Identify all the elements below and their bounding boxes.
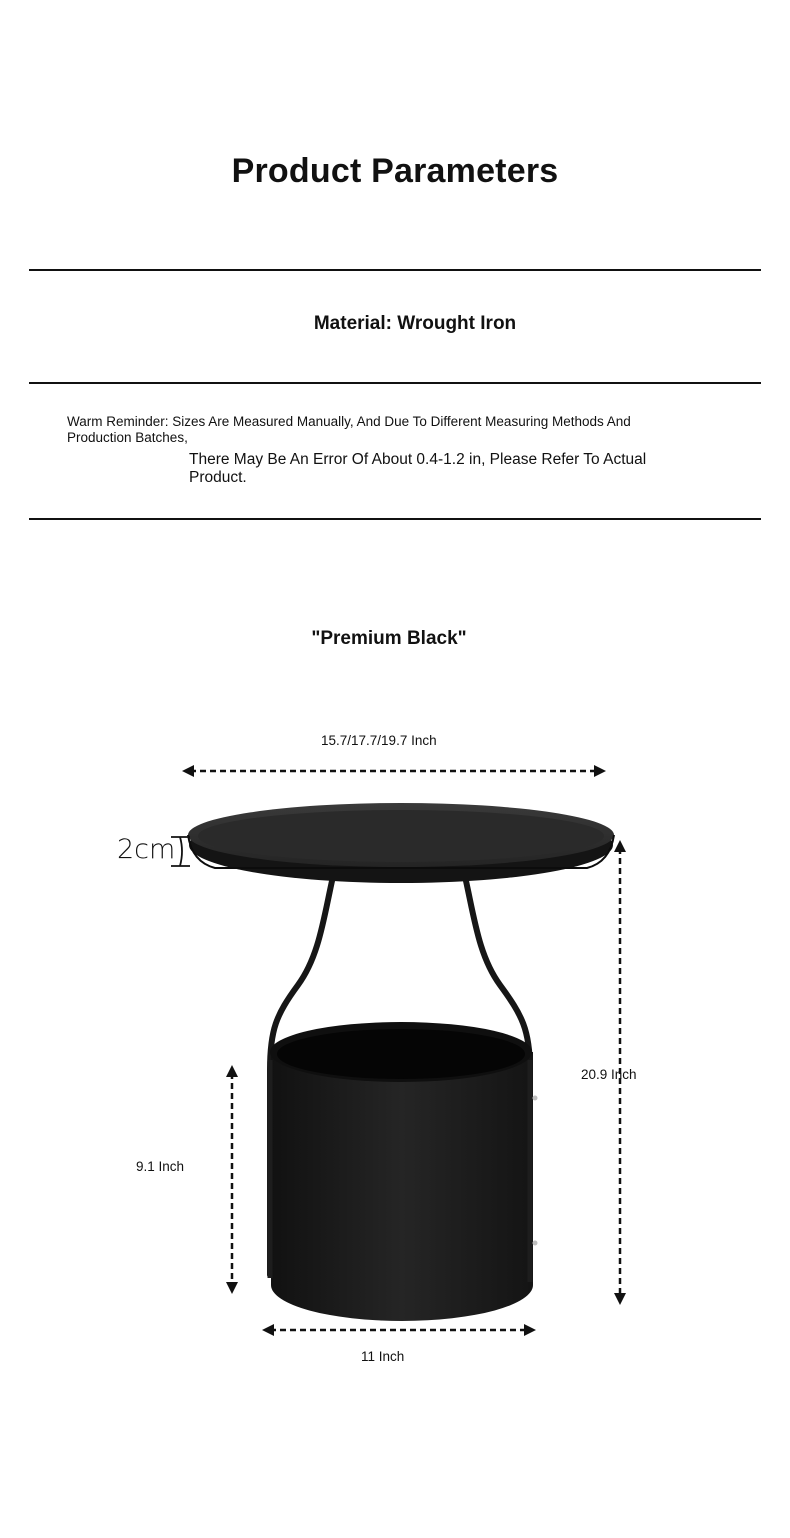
tray-diameter-label: 15.7/17.7/19.7 Inch [321, 733, 437, 748]
side-table-tray [188, 803, 614, 883]
color-variant-name: "Premium Black" [311, 628, 467, 649]
basket-diameter-label: 11 Inch [361, 1349, 405, 1364]
warm-reminder-line-2: There May Be An Error Of About 0.4-1.2 in, Please Refer To Actual Product. [189, 451, 647, 486]
basket-height-label: 9.1 Inch [136, 1159, 185, 1174]
rim-height-label: 2cm [117, 834, 176, 865]
side-table-basket [270, 1022, 538, 1321]
material-spec: Material: Wrought Iron [313, 313, 517, 334]
total-height-label: 20.9 Inch [581, 1067, 637, 1082]
warm-reminder-line-1: Warm Reminder: Sizes Are Measured Manually, And Due To Different Measuring Methods And Production Batches, [67, 414, 631, 445]
page-title: Product Parameters [231, 152, 559, 190]
